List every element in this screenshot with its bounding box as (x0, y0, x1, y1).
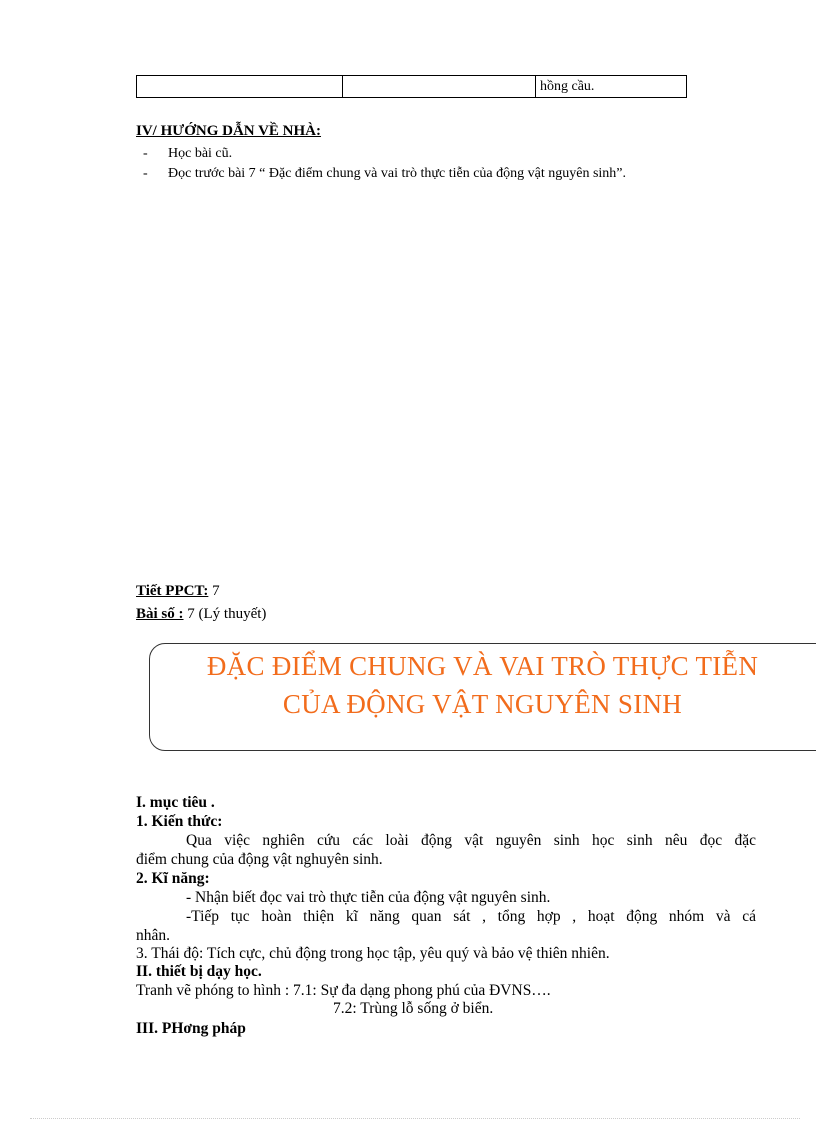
title-line-1: ĐẶC ĐIỂM CHUNG VÀ VAI TRÒ THỰC TIỄN (206, 651, 759, 681)
equipment-line-1: Tranh vẽ phóng to hình : 7.1: Sự đa dạng phong phú của ĐVNS…. (136, 982, 551, 999)
homework-item (143, 166, 626, 182)
attitude-line: 3. Thái độ: Tích cực, chủ động trong học tập, yêu quý và bảo vệ thiên nhiên. (136, 945, 610, 962)
homework-item (143, 146, 232, 162)
method-heading: III. PHơng pháp (136, 1020, 246, 1037)
table-cell-2 (343, 76, 536, 97)
skill-2-line-1: -Tiếp tục hoàn thiện kĩ năng quan sát , tổng hợp , hoạt động nhóm và cá (186, 908, 756, 925)
skill-2-line-2: nhân. (136, 927, 171, 944)
homework-heading: IV/ HƯỚNG DẪN VỀ NHÀ: (136, 123, 322, 139)
objectives-heading: I. mục tiêu . (136, 794, 215, 811)
lesson-label: Bài số : (136, 606, 184, 622)
bullet-dash: - (143, 146, 148, 161)
homework-item-text: Đọc trước bài 7 “ Đặc điểm chung và vai trò thực tiễn của động vật nguyên sinh”. (168, 166, 626, 181)
lesson-value: 7 (Lý thuyết) (183, 606, 267, 622)
period-line (136, 583, 220, 600)
skill-1: - Nhận biết đọc vai trò thực tiễn của động vật nguyên sinh. (186, 889, 551, 906)
table-cell-3: hồng cầu. (540, 79, 595, 94)
title-line-2: CỦA ĐỘNG VẬT NGUYÊN SINH (282, 689, 683, 719)
table-row (136, 75, 687, 98)
bullet-dash: - (143, 166, 148, 181)
equipment-line-2: 7.2: Trùng lỗ sống ở biển. (333, 1000, 494, 1017)
equipment-heading: II. thiết bị dạy học. (136, 963, 262, 980)
period-label: Tiết PPCT: (136, 583, 209, 599)
lesson-line (136, 606, 266, 623)
period-value: 7 (208, 583, 220, 599)
homework-item-text: Học bài cũ. (168, 146, 233, 161)
knowledge-text-line-2: điểm chung của động vật nghuyên sinh. (136, 851, 383, 868)
page-bottom-rule (30, 1118, 800, 1119)
knowledge-heading: 1. Kiến thức: (136, 813, 223, 830)
table-cell-1 (137, 76, 343, 97)
skills-heading: 2. Kĩ năng: (136, 870, 210, 887)
knowledge-text-line-1: Qua việc nghiên cứu các loài động vật nguyên sinh học sinh nêu đọc đặc (186, 832, 756, 849)
